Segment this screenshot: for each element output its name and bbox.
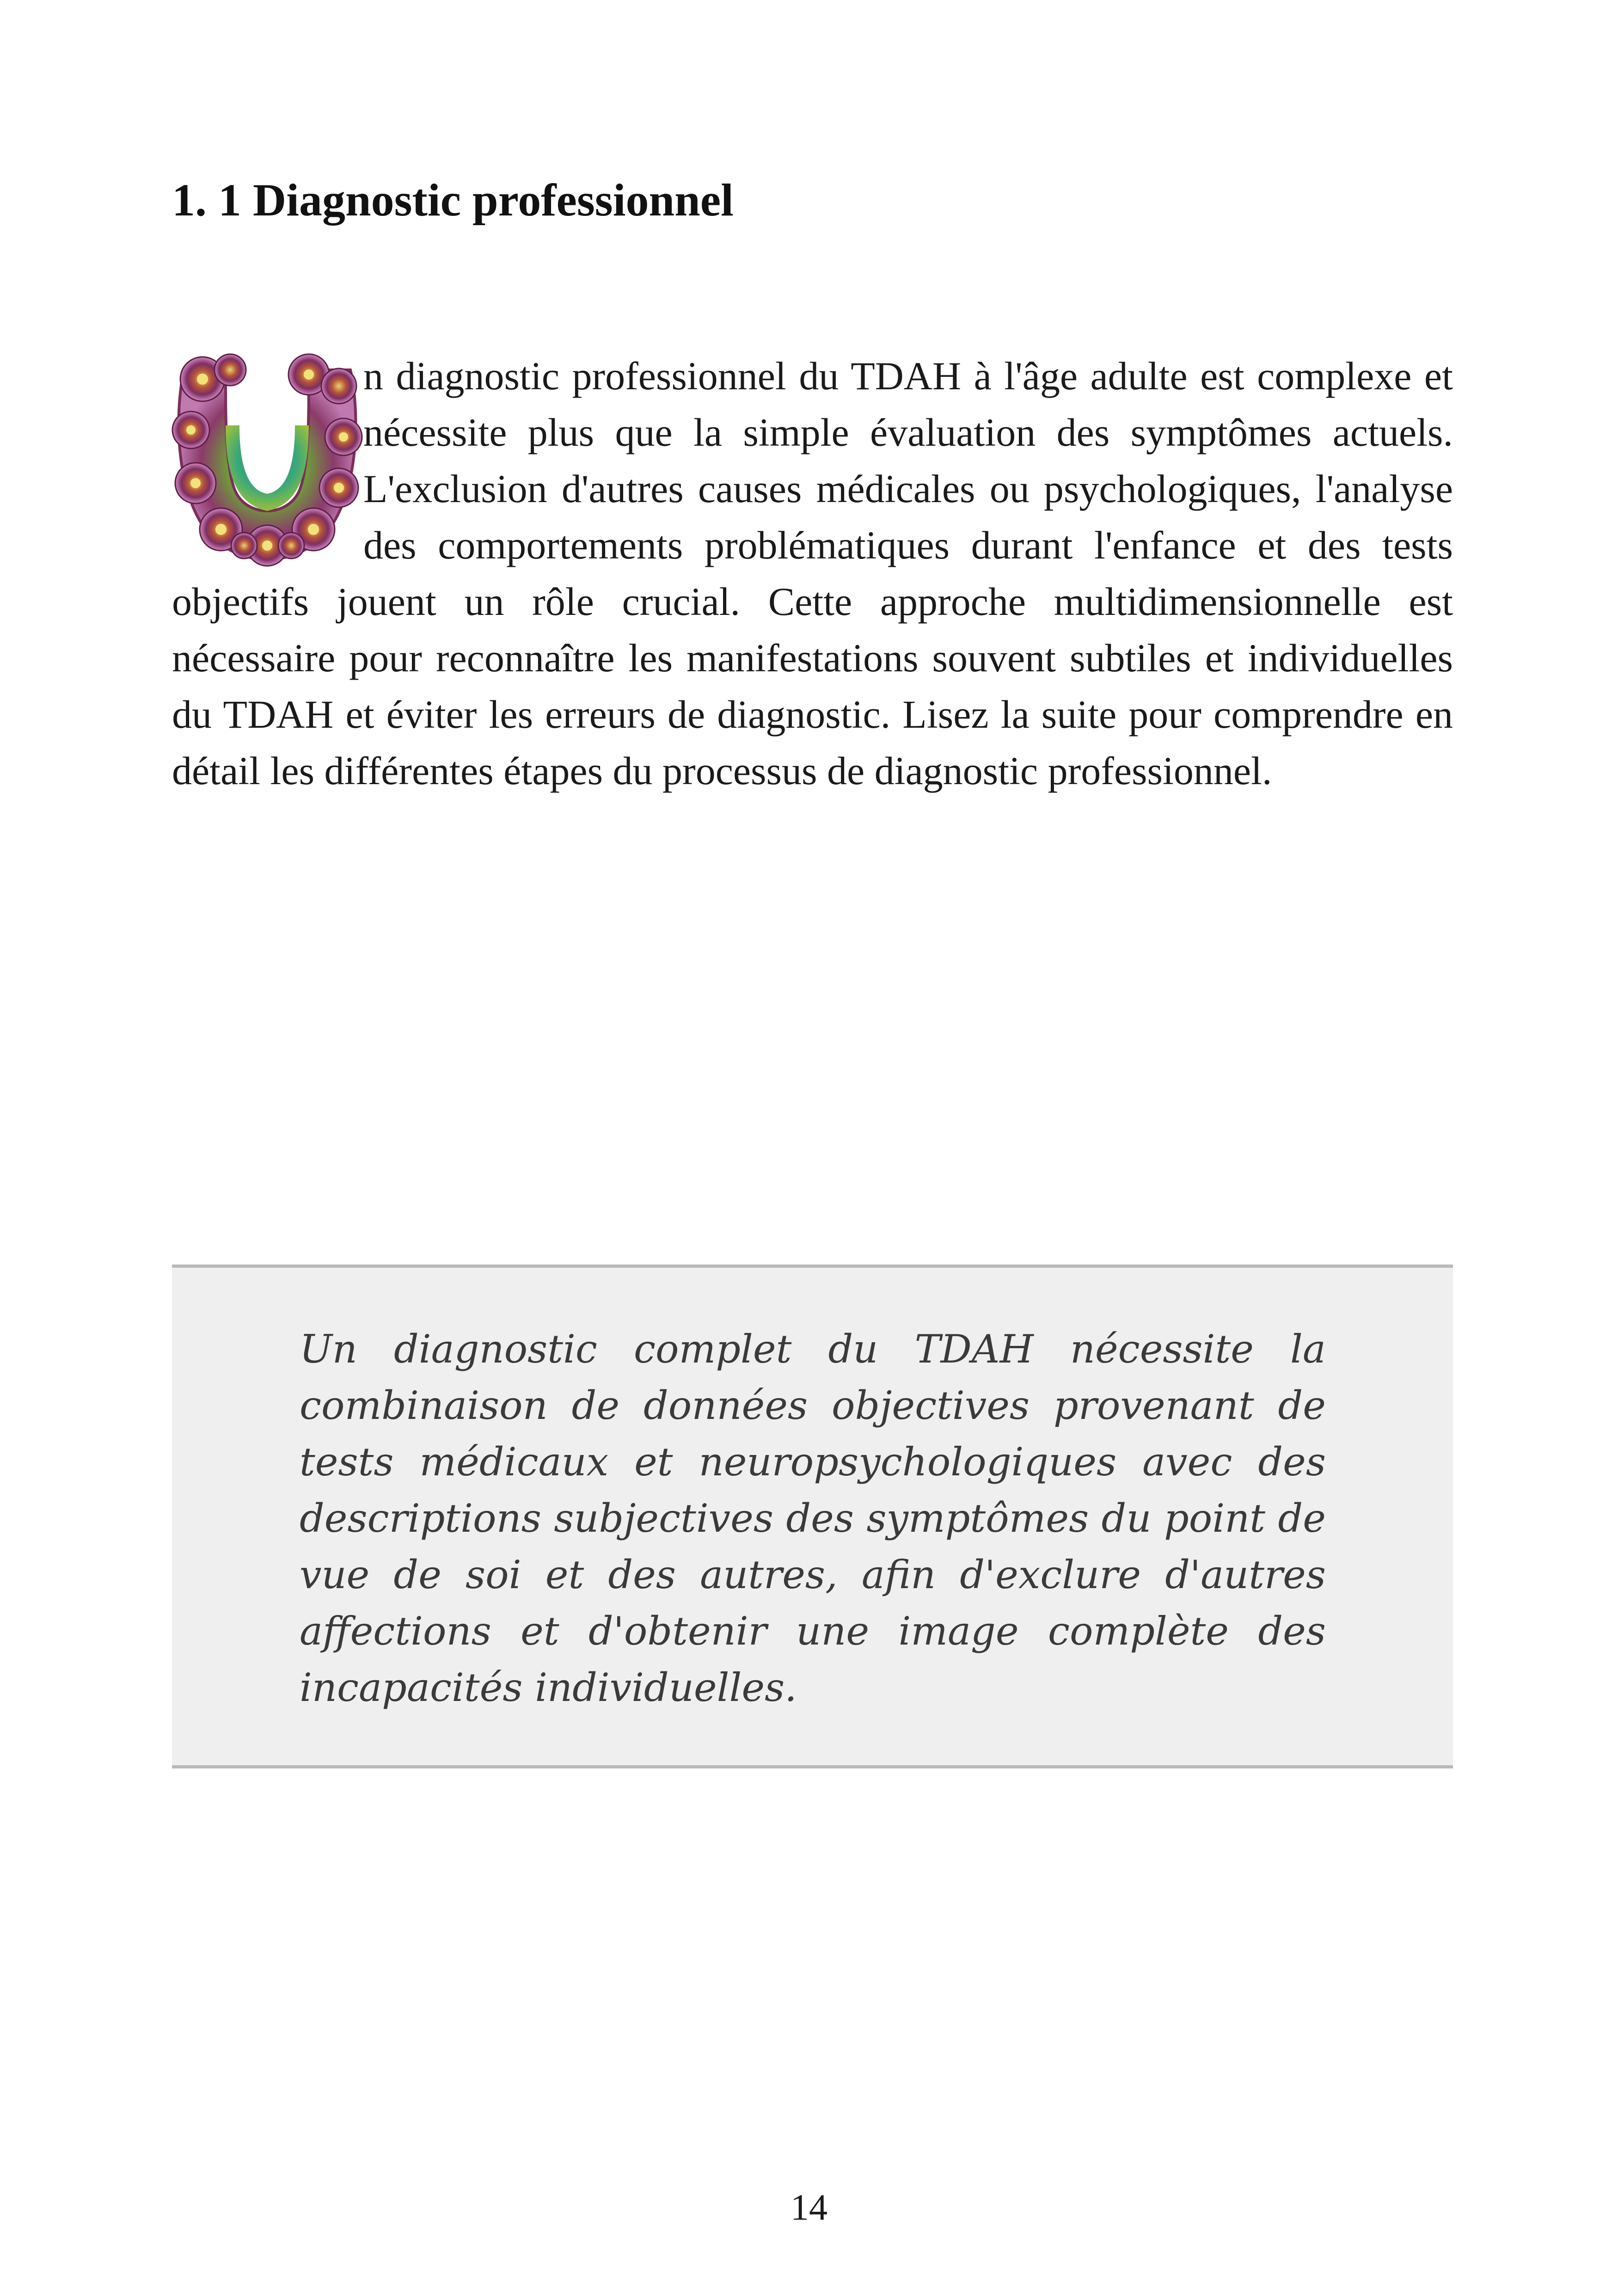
intro-paragraph xyxy=(172,348,1453,799)
section-heading: 1. 1 Diagnostic professionnel xyxy=(172,174,734,226)
page-number: 14 xyxy=(791,2187,827,2228)
ornamental-letter-u-icon xyxy=(170,351,363,569)
callout-text: Un diagnostic complet du TDAH nécessite la combinaison de données objectives provenant de tests médicaux et neuropsychologiques avec des descriptions subjectives des symptômes du point de vue de soi et des autres, afin d'exclure d'autres affections et d'obtenir une image complète des incapacités individuelles. xyxy=(300,1326,1326,1710)
summary-callout xyxy=(172,1265,1453,1768)
paragraph-text: n diagnostic professionnel du TDAH à l'âge adulte est complexe et nécessite plus que la simple évaluation des symptômes actuels. L'exclusion d'autres causes médicales ou psychologiques, l'analyse des comportements problématiques durant l'enfance et des tests objectifs jouent un rôle crucial. Cette approche multidimensionnelle est nécessaire pour reconnaître les manifestations souvent subtiles et individuelles du TDAH et éviter les erreurs de diagnostic. Lisez la suite pour comprendre en détail les différentes étapes du processus de diagnostic professionnel. xyxy=(172,354,1453,793)
